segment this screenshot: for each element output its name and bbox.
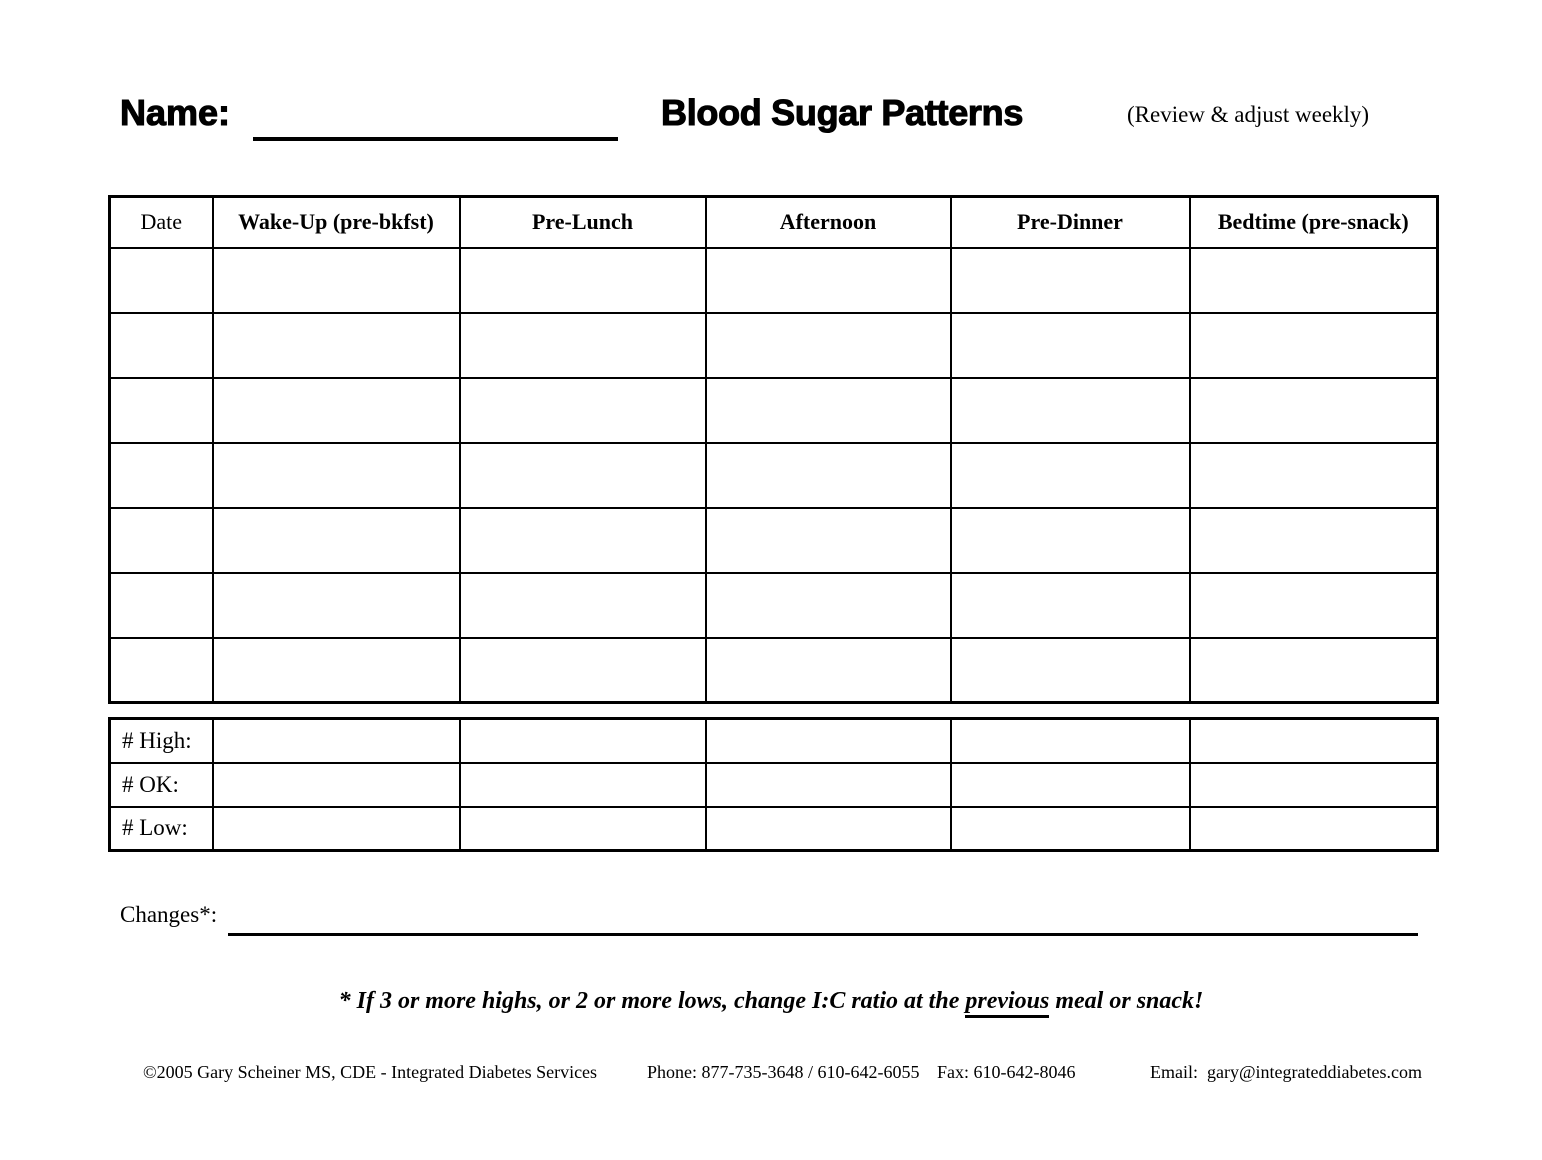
footnote-text-before: * If 3 or more highs, or 2 or more lows, change I:C ratio at the [338, 988, 966, 1014]
footnote-emphasis: previous [965, 988, 1049, 1018]
summary-label-low: # Low: [110, 807, 213, 851]
table-cell [460, 378, 706, 443]
summary-cell [951, 719, 1190, 763]
table-cell [706, 378, 951, 443]
summary-cell [1190, 807, 1438, 851]
table-cell [706, 508, 951, 573]
footer-copyright: ©2005 Gary Scheiner MS, CDE - Integrated Diabetes Services [143, 1062, 598, 1082]
table-cell [951, 508, 1190, 573]
log-table-header-row [110, 197, 1438, 248]
table-cell [1190, 443, 1438, 508]
table-cell [213, 573, 460, 638]
table-cell [706, 638, 951, 703]
column-header-date: Date [110, 197, 213, 248]
summary-label-high: # High: [110, 719, 213, 763]
footer-fax: Fax: 610-642-8046 [937, 1062, 1076, 1082]
summary-row-low [110, 807, 1438, 851]
table-cell [951, 443, 1190, 508]
table-cell [1190, 313, 1438, 378]
table-cell [706, 248, 951, 313]
summary-cell [213, 763, 460, 807]
table-cell [951, 313, 1190, 378]
summary-label-ok: # OK: [110, 763, 213, 807]
summary-cell [951, 807, 1190, 851]
table-cell [460, 248, 706, 313]
table-cell [460, 443, 706, 508]
table-cell [951, 573, 1190, 638]
changes-label: Changes*: [120, 902, 218, 927]
summary-row-high [110, 719, 1438, 763]
table-cell [706, 573, 951, 638]
summary-cell [706, 719, 951, 763]
log-table-row [110, 248, 1438, 313]
table-cell [951, 638, 1190, 703]
table-cell [213, 443, 460, 508]
name-fill-in-line [253, 137, 618, 141]
summary-counts-table [108, 717, 1439, 852]
name-label: Name: [120, 92, 231, 133]
footer-phone: Phone: 877-735-3648 / 610-642-6055 [647, 1062, 920, 1082]
column-header-wake-up: Wake-Up (pre-bkfst) [213, 197, 460, 248]
review-weekly-note: (Review & adjust weekly) [1127, 102, 1370, 127]
log-table-row [110, 638, 1438, 703]
summary-cell [460, 763, 706, 807]
table-cell [110, 508, 213, 573]
column-header-pre-dinner: Pre-Dinner [951, 197, 1190, 248]
table-cell [460, 638, 706, 703]
log-table-row [110, 508, 1438, 573]
summary-cell [951, 763, 1190, 807]
table-cell [213, 313, 460, 378]
footnote [0, 988, 1542, 1018]
summary-cell [460, 719, 706, 763]
column-header-afternoon: Afternoon [706, 197, 951, 248]
table-cell [706, 443, 951, 508]
table-cell [213, 248, 460, 313]
summary-cell [706, 807, 951, 851]
table-cell [951, 248, 1190, 313]
table-cell [706, 313, 951, 378]
changes-fill-in-line [228, 933, 1418, 936]
summary-cell [460, 807, 706, 851]
page-title: Blood Sugar Patterns [661, 92, 1024, 133]
summary-cell [213, 719, 460, 763]
table-cell [213, 378, 460, 443]
footnote-text-after: meal or snack! [1049, 988, 1204, 1014]
table-cell [110, 573, 213, 638]
log-table-row [110, 378, 1438, 443]
table-cell [213, 508, 460, 573]
table-cell [110, 313, 213, 378]
table-cell [1190, 638, 1438, 703]
footer-email: Email: gary@integrateddiabetes.com [1150, 1062, 1422, 1082]
summary-row-ok [110, 763, 1438, 807]
table-cell [1190, 508, 1438, 573]
summary-cell [213, 807, 460, 851]
log-table-row [110, 573, 1438, 638]
log-table-row [110, 443, 1438, 508]
log-table-row [110, 313, 1438, 378]
blood-sugar-log-table [108, 195, 1439, 704]
table-cell [110, 248, 213, 313]
table-cell [460, 313, 706, 378]
column-header-bedtime: Bedtime (pre-snack) [1190, 197, 1438, 248]
table-cell [1190, 378, 1438, 443]
table-cell [1190, 248, 1438, 313]
table-cell [460, 508, 706, 573]
table-cell [951, 378, 1190, 443]
table-cell [110, 443, 213, 508]
summary-cell [1190, 719, 1438, 763]
table-cell [213, 638, 460, 703]
summary-cell [706, 763, 951, 807]
table-cell [110, 378, 213, 443]
table-cell [460, 573, 706, 638]
table-cell [1190, 573, 1438, 638]
column-header-pre-lunch: Pre-Lunch [460, 197, 706, 248]
table-cell [110, 638, 213, 703]
summary-cell [1190, 763, 1438, 807]
